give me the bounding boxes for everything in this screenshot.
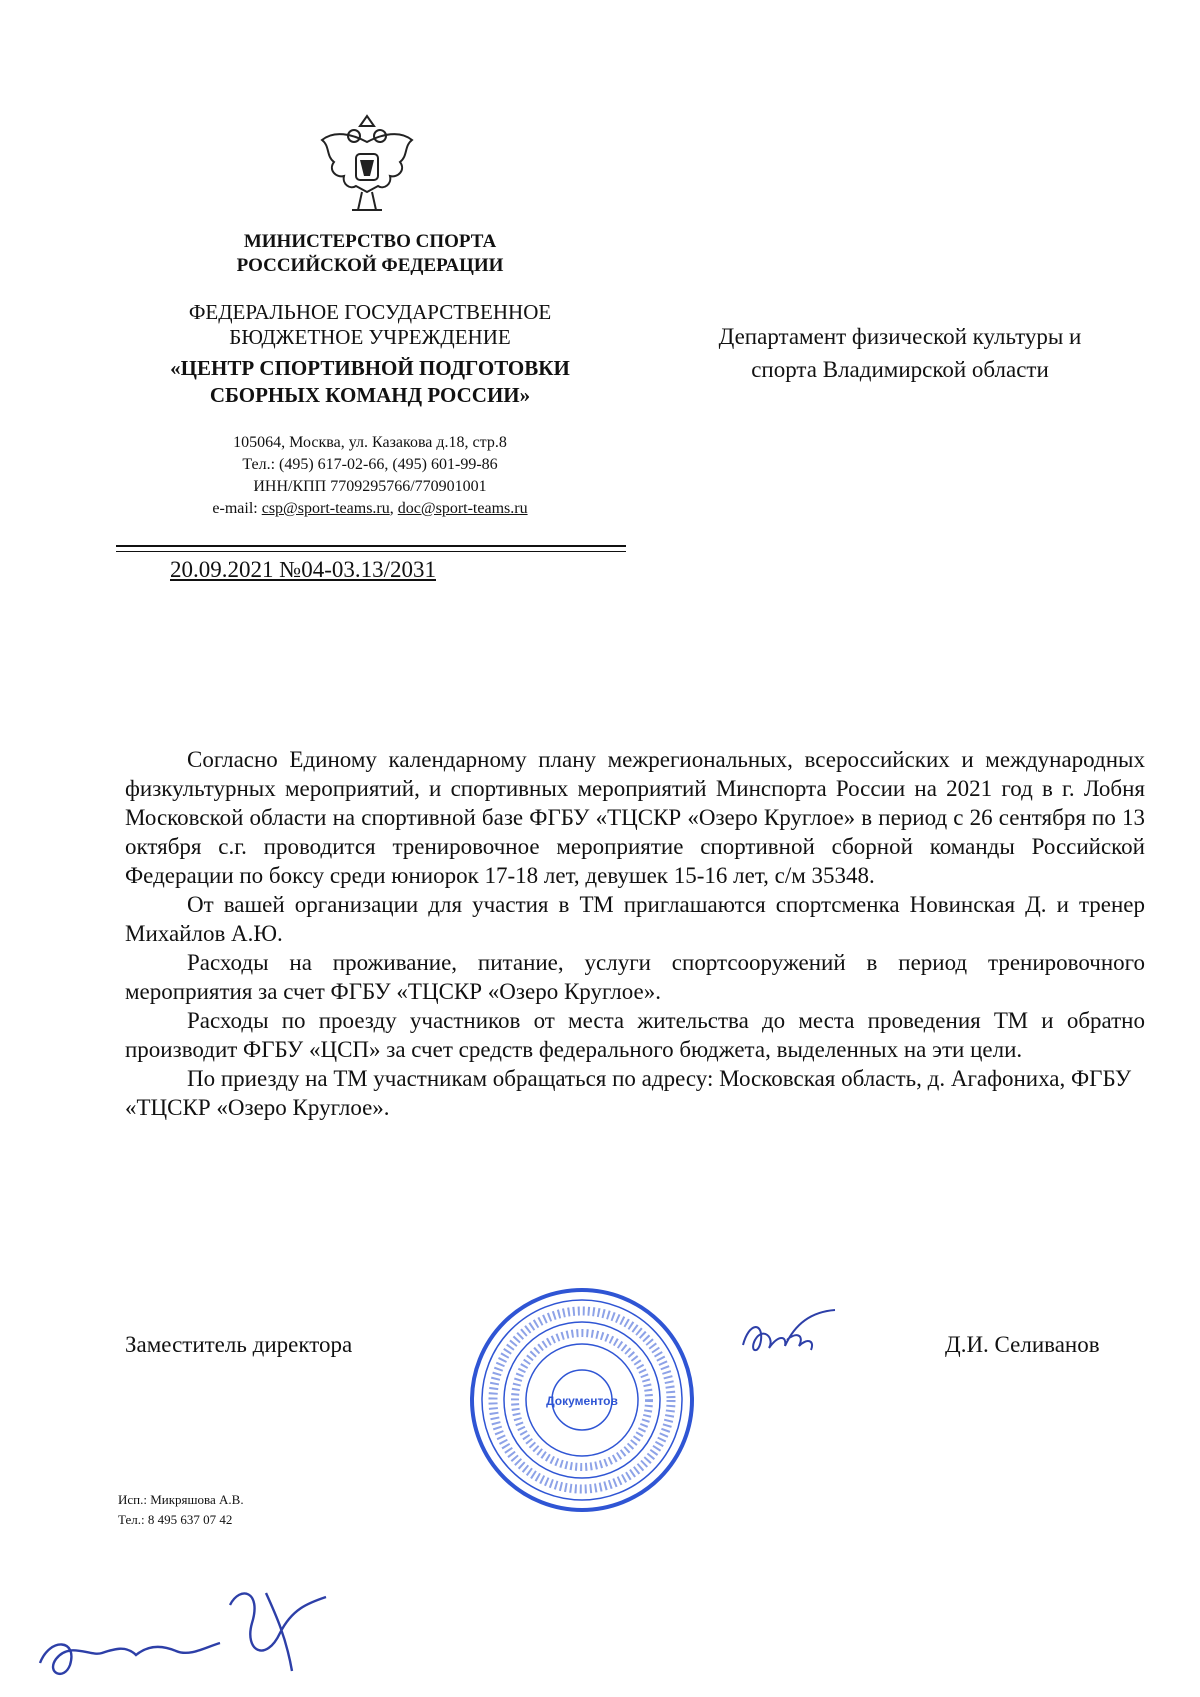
- official-stamp: [462, 1280, 702, 1520]
- org-inn: ИНН/КПП 7709295766/770901001: [253, 478, 487, 495]
- executor-name: Исп.: Микряшова А.В.: [118, 1492, 244, 1507]
- ministry-line: МИНИСТЕРСТВО СПОРТА: [243, 231, 497, 252]
- recipient-line: Департамент физической культуры и: [718, 324, 1082, 349]
- org-email-line: [160, 498, 580, 520]
- header-divider: [116, 545, 626, 547]
- stamp-center-text: Документов: [546, 1394, 618, 1408]
- org-type-line: ФЕДЕРАЛЬНОЕ ГОСУДАРСТВЕННОЕ: [188, 300, 552, 324]
- org-name-line: СБОРНЫХ КОМАНД РОССИИ»: [209, 383, 531, 407]
- org-name-line: «ЦЕНТР СПОРТИВНОЙ ПОДГОТОВКИ: [170, 356, 570, 380]
- handwritten-signature: [735, 1300, 845, 1365]
- executor-info: [118, 1490, 244, 1530]
- body-paragraph: Расходы на проживание, питание, услуги спортсооружений в период тренировочного мероприятия за счет ФГБУ «ТЦСКР «Озеро Круглое».: [125, 950, 1145, 1004]
- handwritten-initials: [30, 1575, 360, 1685]
- ministry-title: [210, 230, 530, 278]
- header-divider-thin: [116, 551, 626, 552]
- org-phone: Тел.: (495) 617-02-66, (495) 601-99-86: [242, 456, 498, 473]
- body-paragraph: Расходы по проезду участников от места жительства до места проведения ТМ и обратно производит ФГБУ «ЦСП» за счет средств федерального бюджета, выделенных на эти цели.: [125, 1008, 1145, 1062]
- org-type: [140, 300, 600, 350]
- ministry-line: РОССИЙСКОЙ ФЕДЕРАЦИИ: [236, 255, 504, 276]
- email-label: e-mail:: [212, 500, 258, 517]
- email-link-doc[interactable]: doc@sport-teams.ru: [397, 500, 528, 517]
- org-name: [125, 355, 615, 409]
- signatory-name: Д.И. Селиванов: [945, 1332, 1100, 1357]
- signatory-position: Заместитель директора: [125, 1332, 353, 1357]
- recipient: [660, 320, 1140, 386]
- coat-of-arms-emblem: [312, 112, 422, 222]
- email-link-csp[interactable]: csp@sport-teams.ru: [261, 500, 390, 517]
- body-paragraph: От вашей организации для участия в ТМ приглашаются спортсменка Новинская Д. и тренер Михайлов А.Ю.: [125, 892, 1145, 946]
- email-separator: ,: [389, 500, 394, 517]
- executor-phone: Тел.: 8 495 637 07 42: [118, 1512, 233, 1527]
- letter-body: [125, 745, 1145, 1122]
- recipient-line: спорта Владимирской области: [751, 357, 1049, 382]
- org-contacts: [160, 432, 580, 520]
- org-address: 105064, Москва, ул. Казакова д.18, стр.8: [233, 434, 507, 451]
- document-number: 20.09.2021 №04-03.13/2031: [170, 557, 436, 582]
- org-type-line: БЮДЖЕТНОЕ УЧРЕЖДЕНИЕ: [229, 325, 511, 349]
- body-paragraph: По приезду на ТМ участникам обращаться по адресу: Московская область, д. Агафониха, ФГБУ «ТЦСКР «Озеро Круглое».: [125, 1066, 1132, 1120]
- body-paragraph: Согласно Единому календарному плану межрегиональных, всероссийских и международных физкультурных мероприятий, и спортивных мероприятий Минспорта России на 2021 год в г. Лобня Московской области на спортивной базе ФГБУ «ТЦСКР «Озеро Круглое» в период с 26 сентября по 13 октября с.г. проводится тренировочное мероприятие спортивной сборной команды Российской Федерации по боксу среди юниорок 17-18 лет, девушек 15-16 лет, с/м 35348.: [125, 747, 1145, 888]
